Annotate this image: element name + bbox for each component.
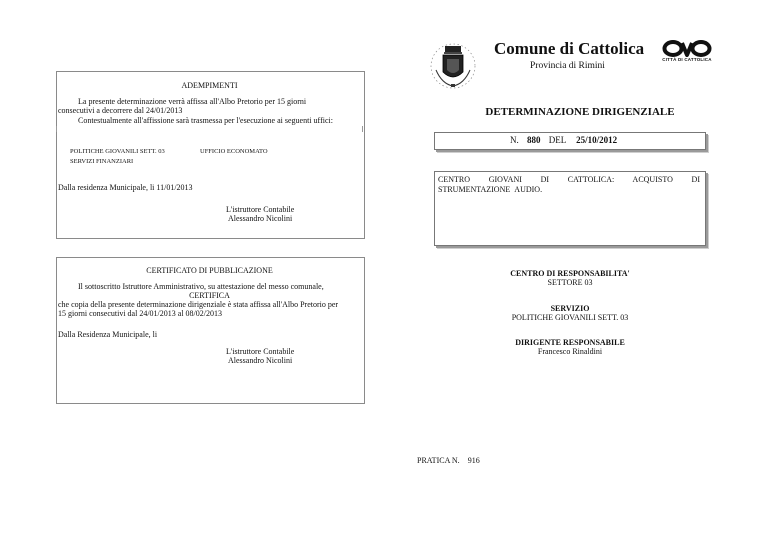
certificato-signer-role: L'istruttore Contabile — [226, 347, 295, 356]
dirigente-label: DIRIGENTE RESPONSABILE — [515, 338, 625, 347]
office-item: POLITICHE GIOVANILI SETT. 03 — [70, 148, 165, 155]
coat-of-arms-icon — [428, 40, 478, 92]
servizio-value: POLITICHE GIOVANILI SETT. 03 — [511, 313, 629, 322]
city-logo — [662, 40, 712, 66]
office-item: UFFICIO ECONOMATO — [200, 148, 268, 155]
city-logo-text: CITTÀ DI CATTOLICA — [662, 57, 712, 62]
adempimenti-signer-role: L'istruttore Contabile — [226, 205, 295, 214]
servizio-label: SERVIZIO — [550, 304, 590, 313]
pratica-line — [417, 456, 480, 466]
box-tick — [56, 126, 57, 132]
number-line — [510, 135, 617, 146]
determinazione-title: DETERMINAZIONE DIRIGENZIALE — [485, 106, 675, 118]
adempimenti-para1-line2: consecutivi a decorrere dal 24/01/2013 — [58, 106, 183, 115]
city-logo-icon — [662, 40, 712, 57]
provincia-label: Provincia di Rimini — [530, 61, 605, 71]
determination-number: 880 — [527, 135, 541, 145]
adempimenti-para2: Contestualmente all'affissione sarà trasmessa per l'esecuzione ai seguenti uffici: — [78, 116, 333, 125]
adempimenti-para1-line1: La presente determinazione verrà affissa all'Albo Pretorio per 15 giorni — [78, 97, 307, 106]
certificato-line3: 15 giorni consecutivi dal 24/01/2013 al 08/02/2013 — [58, 309, 222, 318]
certificato-line2: che copia della presente determinazione dirigenziale è stata affissa all'Albo Pretorio per — [58, 300, 339, 309]
adempimenti-place-date: Dalla residenza Municipale, li 11/01/2013 — [58, 183, 193, 192]
centro-label: CENTRO DI RESPONSABILITA' — [510, 269, 630, 278]
box-tick — [362, 126, 363, 132]
comune-title: Comune di Cattolica — [494, 39, 645, 58]
dirigente-value: Francesco Rinaldini — [537, 347, 603, 356]
pratica-number: 916 — [467, 456, 480, 465]
adempimenti-signer-name: Alessandro Nicolini — [228, 214, 293, 223]
pratica-label: PRATICA N. — [417, 456, 460, 465]
centro-value: SETTORE 03 — [547, 278, 593, 287]
number-label: N. — [510, 135, 519, 145]
certificato-place: Dalla Residenza Municipale, li — [58, 330, 158, 339]
certificato-certifica: CERTIFICA — [189, 291, 230, 300]
oggetto-text: CENTRO GIOVANI DI CATTOLICA: ACQUISTO DI STRUMENTAZIONE AUDIO. — [438, 175, 700, 194]
certificato-title: CERTIFICATO DI PUBBLICAZIONE — [146, 266, 273, 275]
determination-date: 25/10/2012 — [576, 135, 618, 145]
office-item: SERVIZI FINANZIARI — [70, 158, 134, 165]
certificato-signer-name: Alessandro Nicolini — [228, 356, 293, 365]
adempimenti-title: ADEMPIMENTI — [181, 81, 238, 90]
del-label: DEL — [548, 135, 566, 145]
coat-of-arms — [428, 40, 478, 92]
certificato-line1: Il sottoscritto Istruttore Amministrativo, su attestazione del messo comunale, — [78, 282, 324, 291]
